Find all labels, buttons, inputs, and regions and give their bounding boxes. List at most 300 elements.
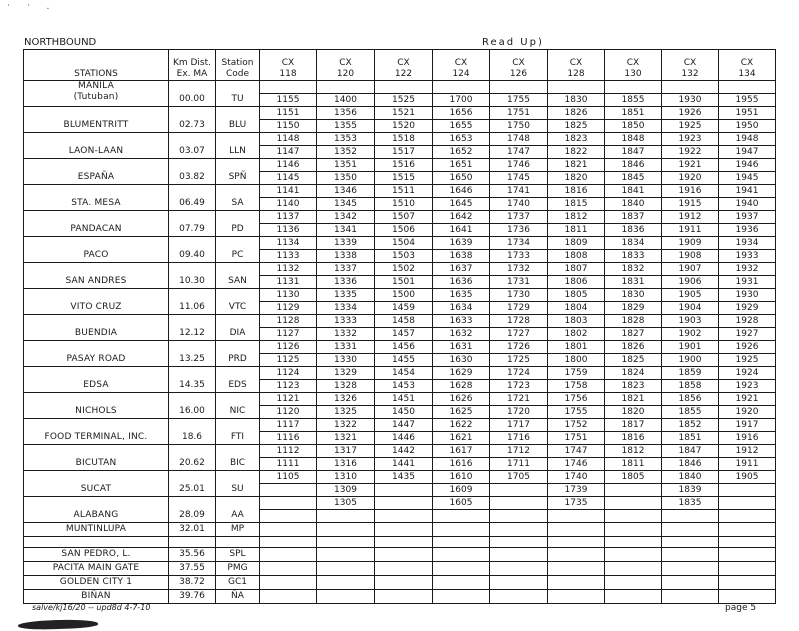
time-cell [260, 548, 317, 562]
time-cell: 1305 [317, 497, 375, 510]
time-cell [605, 81, 662, 94]
stations-header: STATIONS [24, 50, 169, 81]
station-code: BIC [216, 445, 260, 471]
km-distance: 38.72 [169, 576, 216, 590]
time-cell: 1711 [490, 458, 548, 471]
time-cell: 1332 [317, 328, 375, 341]
time-cell: 1518 [375, 133, 433, 146]
station-name-line2: (Tutuban) [73, 92, 119, 102]
time-cell: 1923 [719, 380, 776, 393]
time-cell: 1923 [662, 133, 719, 146]
time-cell: 1125 [260, 354, 317, 367]
time-cell: 1805 [605, 471, 662, 484]
time-cell [719, 81, 776, 94]
km-distance: 25.01 [169, 471, 216, 497]
time-cell: 1126 [260, 341, 317, 354]
time-cell [548, 562, 605, 576]
train-header-line1: CX [569, 58, 583, 68]
time-cell [433, 562, 490, 576]
train-header [317, 50, 375, 81]
station-row [24, 445, 776, 458]
station-code: EDS [216, 367, 260, 393]
time-cell [605, 523, 662, 537]
train-header-number: 118 [279, 69, 297, 79]
time-cell: 1811 [548, 224, 605, 237]
time-cell: 1922 [662, 146, 719, 159]
time-cell: 1638 [433, 250, 490, 263]
time-cell: 1336 [317, 276, 375, 289]
time-cell [548, 590, 605, 604]
time-cell: 1823 [548, 133, 605, 146]
station-row [24, 562, 776, 576]
km-header-line2: Ex. MA [176, 69, 208, 79]
time-cell: 1745 [490, 172, 548, 185]
station-code: SPL [216, 548, 260, 562]
time-cell: 1911 [719, 458, 776, 471]
time-cell: 1331 [317, 341, 375, 354]
time-cell [719, 523, 776, 537]
time-cell [260, 510, 317, 523]
empty-cell [662, 537, 719, 548]
time-cell [317, 548, 375, 562]
time-cell [375, 497, 433, 510]
km-distance: 06.49 [169, 185, 216, 211]
time-cell [375, 590, 433, 604]
time-cell: 1346 [317, 185, 375, 198]
time-cell: 1909 [662, 237, 719, 250]
document-reference: salve/kj16/20 -- upd8d 4-7-10 [32, 603, 151, 612]
time-cell [490, 523, 548, 537]
time-cell: 1816 [548, 185, 605, 198]
time-cell: 1151 [260, 107, 317, 120]
time-cell: 1837 [605, 211, 662, 224]
station-name: BUENDIA [24, 315, 169, 341]
station-name: BICUTAN [24, 445, 169, 471]
time-cell: 1642 [433, 211, 490, 224]
time-cell: 1921 [662, 159, 719, 172]
km-distance: 10.30 [169, 263, 216, 289]
time-cell: 1737 [490, 211, 548, 224]
train-header-line1: CX [339, 58, 352, 68]
km-distance: 09.40 [169, 237, 216, 263]
time-cell: 1120 [260, 406, 317, 419]
time-cell: 1846 [662, 458, 719, 471]
empty-cell [24, 537, 169, 548]
time-cell [260, 562, 317, 576]
time-cell: 1338 [317, 250, 375, 263]
time-cell: 1651 [433, 159, 490, 172]
station-code: SAN [216, 263, 260, 289]
time-cell: 1840 [605, 198, 662, 211]
time-cell: 1355 [317, 120, 375, 133]
empty-cell [433, 537, 490, 548]
train-header [719, 50, 776, 81]
time-cell [375, 562, 433, 576]
time-cell: 1629 [433, 367, 490, 380]
time-cell: 1920 [719, 406, 776, 419]
station-name: SAN ANDRES [24, 263, 169, 289]
time-cell: 1525 [375, 94, 433, 107]
time-cell: 1652 [433, 146, 490, 159]
station-row [24, 497, 776, 510]
time-cell: 1132 [260, 263, 317, 276]
time-cell [605, 510, 662, 523]
time-cell [490, 576, 548, 590]
time-cell: 1752 [548, 419, 605, 432]
time-cell: 1858 [662, 380, 719, 393]
time-cell [375, 576, 433, 590]
time-cell: 1809 [548, 237, 605, 250]
time-cell: 1457 [375, 328, 433, 341]
time-cell: 1145 [260, 172, 317, 185]
km-distance: 13.25 [169, 341, 216, 367]
time-cell: 1134 [260, 237, 317, 250]
empty-cell [605, 537, 662, 548]
time-cell: 1940 [719, 198, 776, 211]
time-cell: 1317 [317, 445, 375, 458]
time-cell: 1442 [375, 445, 433, 458]
time-cell: 1739 [548, 484, 605, 497]
time-cell: 1626 [433, 393, 490, 406]
train-header-number: 128 [567, 69, 585, 79]
station-code: PRD [216, 341, 260, 367]
empty-cell [490, 537, 548, 548]
time-cell: 1815 [548, 198, 605, 211]
time-cell [375, 81, 433, 94]
time-cell [260, 523, 317, 537]
station-code: PD [216, 211, 260, 237]
station-row [24, 548, 776, 562]
time-cell: 1740 [490, 198, 548, 211]
station-name: MUNTINLUPA [24, 523, 169, 537]
time-cell [260, 590, 317, 604]
scan-smudge [18, 619, 98, 631]
time-cell [317, 562, 375, 576]
time-cell: 1925 [662, 120, 719, 133]
time-cell [719, 590, 776, 604]
time-cell [490, 510, 548, 523]
time-cell: 1712 [490, 445, 548, 458]
train-header [260, 50, 317, 81]
station-name: PANDACAN [24, 211, 169, 237]
station-row [24, 211, 776, 224]
time-cell: 1724 [490, 367, 548, 380]
time-cell: 1856 [662, 393, 719, 406]
time-cell: 1925 [719, 354, 776, 367]
km-distance: 03.82 [169, 159, 216, 185]
time-cell: 1945 [719, 172, 776, 185]
time-cell: 1950 [719, 120, 776, 133]
time-cell: 1124 [260, 367, 317, 380]
time-cell: 1516 [375, 159, 433, 172]
timetable [23, 49, 776, 604]
time-cell: 1821 [548, 159, 605, 172]
time-cell [375, 484, 433, 497]
time-cell: 1459 [375, 302, 433, 315]
time-cell: 1941 [719, 185, 776, 198]
time-cell [260, 576, 317, 590]
time-cell: 1916 [719, 432, 776, 445]
time-cell: 1137 [260, 211, 317, 224]
time-cell: 1826 [548, 107, 605, 120]
time-cell [260, 81, 317, 94]
time-cell: 1833 [605, 250, 662, 263]
time-cell: 1133 [260, 250, 317, 263]
time-cell: 1947 [719, 146, 776, 159]
time-cell: 1920 [662, 172, 719, 185]
station-code: PC [216, 237, 260, 263]
time-cell: 1915 [662, 198, 719, 211]
time-cell: 1912 [662, 211, 719, 224]
km-distance: 35.56 [169, 548, 216, 562]
time-cell: 1609 [433, 484, 490, 497]
train-header-line1: CX [626, 58, 640, 68]
station-code: GC1 [216, 576, 260, 590]
time-cell [490, 497, 548, 510]
time-cell: 1130 [260, 289, 317, 302]
time-cell: 1747 [548, 445, 605, 458]
time-cell [662, 523, 719, 537]
time-cell: 1447 [375, 419, 433, 432]
time-cell: 1937 [719, 211, 776, 224]
time-cell: 1851 [605, 107, 662, 120]
time-cell [260, 497, 317, 510]
time-cell: 1345 [317, 198, 375, 211]
time-cell: 1930 [662, 94, 719, 107]
time-cell: 1616 [433, 458, 490, 471]
empty-cell [719, 537, 776, 548]
train-header [662, 50, 719, 81]
station-code: SU [216, 471, 260, 497]
time-cell: 1641 [433, 224, 490, 237]
time-cell: 1748 [490, 133, 548, 146]
page-number: page 5 [725, 603, 757, 613]
time-cell: 1905 [719, 471, 776, 484]
train-header-number: 130 [624, 69, 642, 79]
time-cell: 1128 [260, 315, 317, 328]
km-distance: 37.55 [169, 562, 216, 576]
km-distance: 32.01 [169, 523, 216, 537]
time-cell [433, 81, 490, 94]
train-header-number: 132 [681, 69, 699, 79]
empty-cell [548, 537, 605, 548]
station-row [24, 393, 776, 406]
time-cell: 1717 [490, 419, 548, 432]
time-cell: 1636 [433, 276, 490, 289]
time-cell [719, 510, 776, 523]
station-name: VITO CRUZ [24, 289, 169, 315]
station-code: FTI [216, 419, 260, 445]
code-header-line2: Code [225, 69, 250, 79]
time-cell: 1341 [317, 224, 375, 237]
time-cell: 1610 [433, 471, 490, 484]
time-cell [433, 523, 490, 537]
time-cell: 1901 [662, 341, 719, 354]
time-cell: 1733 [490, 250, 548, 263]
time-cell: 1455 [375, 354, 433, 367]
time-cell [490, 484, 548, 497]
time-cell: 1656 [433, 107, 490, 120]
time-cell: 1634 [433, 302, 490, 315]
time-cell: 1756 [548, 393, 605, 406]
time-cell: 1155 [260, 94, 317, 107]
time-cell: 1446 [375, 432, 433, 445]
empty-cell [216, 537, 260, 548]
time-cell [375, 523, 433, 537]
time-cell: 1904 [662, 302, 719, 315]
time-cell: 1839 [662, 484, 719, 497]
time-cell: 1808 [548, 250, 605, 263]
station-name: SAN PEDRO, L. [24, 548, 169, 562]
time-cell: 1826 [605, 341, 662, 354]
station-row [24, 237, 776, 250]
time-cell: 1322 [317, 419, 375, 432]
time-cell: 1827 [605, 328, 662, 341]
time-cell: 1835 [662, 497, 719, 510]
time-cell: 1500 [375, 289, 433, 302]
km-distance: 18.6 [169, 419, 216, 445]
time-cell: 1330 [317, 354, 375, 367]
time-cell [719, 484, 776, 497]
time-cell: 1653 [433, 133, 490, 146]
time-cell: 1617 [433, 445, 490, 458]
time-cell: 1105 [260, 471, 317, 484]
station-code: DIA [216, 315, 260, 341]
time-cell: 1123 [260, 380, 317, 393]
train-header [605, 50, 662, 81]
time-cell [719, 497, 776, 510]
time-cell: 1728 [490, 315, 548, 328]
time-cell: 1727 [490, 328, 548, 341]
time-cell: 1755 [490, 94, 548, 107]
time-cell: 1902 [662, 328, 719, 341]
time-cell: 1851 [662, 432, 719, 445]
time-cell: 1906 [662, 276, 719, 289]
header-row [24, 50, 776, 81]
station-name: STA. MESA [24, 185, 169, 211]
time-cell: 1400 [317, 94, 375, 107]
time-cell: 1504 [375, 237, 433, 250]
time-cell: 1646 [433, 185, 490, 198]
time-cell [605, 548, 662, 562]
time-cell: 1720 [490, 406, 548, 419]
time-cell [433, 548, 490, 562]
station-code: BLU [216, 107, 260, 133]
time-cell: 1350 [317, 172, 375, 185]
time-cell: 1905 [662, 289, 719, 302]
time-cell [548, 510, 605, 523]
station-code: MP [216, 523, 260, 537]
time-cell: 1955 [719, 94, 776, 107]
read-up-heading: Read Up) [482, 37, 544, 48]
time-cell: 1846 [605, 159, 662, 172]
station-name: BIÑAN [24, 590, 169, 604]
station-row [24, 367, 776, 380]
time-cell [375, 510, 433, 523]
time-cell: 1735 [548, 497, 605, 510]
time-cell: 1639 [433, 237, 490, 250]
station-name: GOLDEN CITY 1 [24, 576, 169, 590]
time-cell: 1811 [605, 458, 662, 471]
train-header-line1: CX [397, 58, 410, 68]
time-cell: 1700 [433, 94, 490, 107]
time-cell: 1510 [375, 198, 433, 211]
time-cell [719, 576, 776, 590]
station-name: PASAY ROAD [24, 341, 169, 367]
time-cell: 1502 [375, 263, 433, 276]
station-name: EDSA [24, 367, 169, 393]
station-code: PMG [216, 562, 260, 576]
time-cell: 1829 [605, 302, 662, 315]
time-cell: 1111 [260, 458, 317, 471]
station-code: SPÑ [216, 159, 260, 185]
time-cell: 1746 [490, 159, 548, 172]
time-cell: 1847 [662, 445, 719, 458]
station-name: ALABANG [24, 497, 169, 523]
km-distance: 00.00 [169, 81, 216, 107]
time-cell: 1917 [719, 419, 776, 432]
station-code: SA [216, 185, 260, 211]
time-cell: 1855 [662, 406, 719, 419]
train-header-line1: CX [512, 58, 525, 68]
time-cell: 1725 [490, 354, 548, 367]
time-cell: 1732 [490, 263, 548, 276]
time-cell: 1806 [548, 276, 605, 289]
time-cell: 1435 [375, 471, 433, 484]
time-cell [548, 576, 605, 590]
time-cell: 1635 [433, 289, 490, 302]
station-row [24, 576, 776, 590]
time-cell: 1934 [719, 237, 776, 250]
station-code: NIC [216, 393, 260, 419]
time-cell: 1632 [433, 328, 490, 341]
time-cell: 1751 [548, 432, 605, 445]
time-cell: 1352 [317, 146, 375, 159]
time-cell: 1321 [317, 432, 375, 445]
time-cell: 1908 [662, 250, 719, 263]
time-cell [375, 548, 433, 562]
time-cell: 1758 [548, 380, 605, 393]
time-cell: 1951 [719, 107, 776, 120]
time-cell: 1747 [490, 146, 548, 159]
km-distance: 03.07 [169, 133, 216, 159]
station-name: LAON-LAAN [24, 133, 169, 159]
time-cell: 1824 [605, 367, 662, 380]
time-cell: 1329 [317, 367, 375, 380]
time-cell: 1924 [719, 367, 776, 380]
time-cell: 1503 [375, 250, 433, 263]
time-cell: 1655 [433, 120, 490, 133]
time-cell: 1936 [719, 224, 776, 237]
time-cell: 1807 [548, 263, 605, 276]
time-cell [662, 548, 719, 562]
time-cell: 1127 [260, 328, 317, 341]
time-cell: 1625 [433, 406, 490, 419]
time-cell: 1834 [605, 237, 662, 250]
time-cell: 1850 [605, 120, 662, 133]
time-cell: 1520 [375, 120, 433, 133]
time-cell [548, 523, 605, 537]
time-cell: 1755 [548, 406, 605, 419]
time-cell: 1630 [433, 354, 490, 367]
time-cell: 1335 [317, 289, 375, 302]
station-row [24, 133, 776, 146]
time-cell: 1931 [719, 276, 776, 289]
km-header-line1: Km Dist. [172, 58, 212, 68]
time-cell: 1831 [605, 276, 662, 289]
time-cell: 1716 [490, 432, 548, 445]
time-cell: 1900 [662, 354, 719, 367]
